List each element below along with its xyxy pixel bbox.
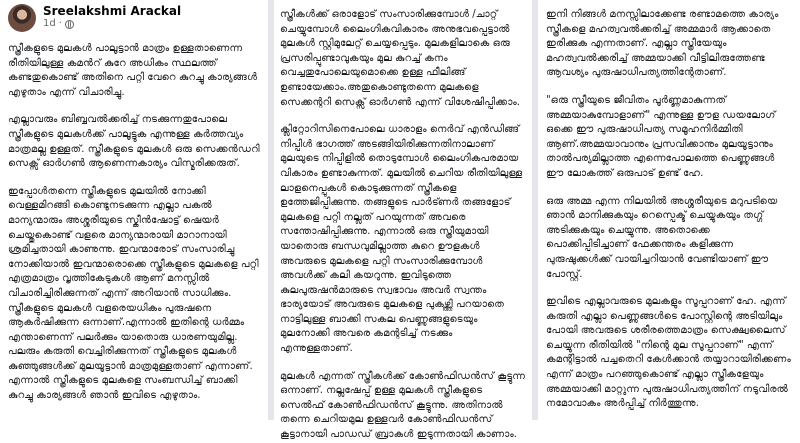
post-timestamp[interactable]: 1d (43, 18, 56, 29)
post-paragraph: ഇപ്പോൾതന്നെ സ്ത്രീകളുടെ മുലയിൽ നോക്കി വെള്ളമിറങ്ങി കൊണ്ടുനടക്കുന്ന എല്ലാ പകൽ മാന്യന്മാരും അശ്ശരീയുടെ സ്കീൻഷോട്ട് ഷെയർ ചെയ്തുകൊണ്ട് വളരെ മാന്യന്മാരായി മാറാനായി ശ്രമിച്ചതായി കാണുന്നു. ഇവന്മാരോട് സംസാരിച്ചു നോക്കിയാൽ ഇവന്മാരൊക്കെ സ്ത്രീകളുടെ മുലകളെ പറ്റി എത്രമാത്രം വൃത്തികേടുകൾ ആണ് മനസ്സിൽ വിചാരിച്ചിരിക്കുന്നത് എന്ന് അറിയാൻ സാധിക്കും. സ്ത്രീകളുടെ മുലകൾ വളരെയധികം പുരുഷനെ ആകർഷിക്കുന്ന ഒന്നാണ്.എന്നാൽ ഇതിന്റെ ധർമ്മം എന്താണെന്ന് പലർക്കും യാതൊരു ധാരണയുമില്ല. പലരും കരുതി വെച്ചിരിക്കുന്നത് സ്ത്രീകളുടെ മുലകൾ കുഞ്ഞുങ്ങൾക്ക് മുലയൂട്ടാൻ മാത്രമുള്ളതാണ് എന്നാണ്. എന്നാൽ സ്ത്രീകളുടെ മുലകളെ സംബന്ധിച്ച് ബാക്കി കുറച്ചു കാര്യങ്ങൾ ഞാൻ ഇവിടെ എഴുതാം. (8, 185, 259, 402)
post-paragraph: സ്ത്രീകളുടെ മുലകൾ പാലൂട്ടാൻ മാത്രം ഉള്ളതാണെന്ന രീതിയിലുള്ള കമൻറ് കുറേ അധികം സ്ഥലത്ത് കണ്ടതുകൊണ്ട് അതിനെ പറ്റി വേറെ കുറച്ചു കാര്യങ്ങൾ എഴുതാം എന്ന് വിചാരിച്ചു. (8, 43, 258, 98)
post-paragraph: ഇവിടെ എല്ലാവരുടെ മുലകളും സൂപ്പറാണ് ഹേ. എന്ന് കരുതി എല്ലാ പെണ്ണുങ്ങൾടെ പോസ്റ്റിന്റെ അടിയിലും പോയി അവരുടെ ശരീരത്തെമാത്രം സെക്ഷ്വലൈസ് ചെയ്യുന്ന രീതിയിൽ "നിന്റെ മുല സൂപ്പറാണ്" എന്ന് കമന്റിട്ടാൽ പച്ചതെറി കേൾക്കാൻ തയ്യാറായിരിക്കണം എന്ന് മാത്രം പറഞ്ഞുകൊണ്ട് എല്ലാ സ്ത്രീകളേയും അമ്മയാക്കി മാറ്റുന്ന പുരുഷാധിപത്യത്തിന് നടുവിരൽ നമോവാകം അർപ്പിച്ച് നിർത്തുന്നു. (546, 296, 791, 410)
globe-icon (65, 20, 74, 29)
author-block (43, 4, 181, 30)
post-meta (43, 18, 181, 30)
post-column-1 (0, 0, 268, 420)
post-paragraph: ഒരു അമ്മ എന്ന നിലയിൽ അശ്ശരീയുടെ മറുപടിയെ ഞാൻ മാനിക്കുകയും റെസ്പെക്ട് ചെയ്യുകയും തഗ്ഗ് അടിക്കുകയും ചെയ്യുന്നു. അതൊക്കെ പൊക്കിപ്പിടിച്ചാണ് ഫേക്കന്തരം കളിക്കുന്ന പുരുഷുക്കൾക്ക് വായിച്ചറിയാൻ വേണ്ടിയാണ് ഈ പോസ്റ്റ്. (546, 195, 778, 280)
author-avatar[interactable] (8, 4, 36, 32)
post-paragraph: സ്ത്രീകൾക്ക് ഒരാളോട് സംസാരിക്കുമ്പോൾ /ചാറ്റ് ചെയ്യുമ്പോൾ ലൈംഗികവികാരം അനുഭവപ്പെട്ടാൽ മുലകൾ സ്റ്റിമുലേറ്റ് ചെയ്യപ്പെടും. മുലകളിലാകെ ഒരു പ്രസരിപ്പുണ്ടാവുകയും മുല കുറച്ച് കനം വെച്ചതുപോലെയുമൊക്കെ ഉള്ള ഫീലിങ്ങ് ഉണ്ടായേക്കാം.അതുകൊണ്ടുതന്നെ മുലകളെ സെക്കന്ററി സെക്സ് ഓർഗൺ എന്ന് വിശേഷിപ്പിക്കാം. (280, 9, 520, 108)
post-column-3 (538, 0, 800, 420)
post-paragraph: ഇനി നിങ്ങൾ മനസ്സിലാക്കേണ്ട രണ്ടാമത്തെ കാര്യം സ്ത്രീകളെ മഹത്വവൽക്കരിച്ച് അമ്മമാർ ആക്കാതെ ഇരിക്കുക എന്നതാണ്. എല്ലാ സ്ത്രീയേയും മഹത്വവൽക്കരിച്ച് അമ്മയാക്കി വീട്ടിലിരുത്തേണ്ട ആവശ്യം പുരുഷാധിപത്യത്തിന്റേതാണ്. (546, 9, 779, 79)
post-column-2 (274, 0, 532, 441)
post-paragraph: മുലകൾ എന്നത് സ്ത്രീകൾക്ക് കോൺഫിഡൻസ് കൂട്ടുന്ന ഒന്നാണ്. നല്ലഷേപ്പ് ഉള്ള മുലകൾ സ്ത്രീകളുടെ സെൽഫ് കോൺഫിഡൻസ് കൂട്ടുന്നു. അതിനാൽ തന്നെ ചെറിയമുല ഉള്ളവർ കോൺഫിഡൻസ് കൂട്ടാനായി പാഡഡ് ബ്രാകൾ ഇടുന്നതായി കാണാം. (280, 370, 526, 441)
meta-separator: · (58, 18, 62, 29)
post-paragraph: എല്ലാവരും ബിബ്ബവൽക്കരിച്ച് നടക്കുന്നതുപോലെ സ്ത്രീകളുടെ മുലകൾക്ക് പാലൂട്ടുക എന്നുള്ള കർത്തവ്യം മാത്രമല്ല ഉള്ളത്. സ്ത്രീകളുടെ മുലകൾ ഒരു സെക്കൻഡറി സെക്സ് ഓർഗൺ ആണെന്നകാര്യം വിസ്മരിക്കരുത്. (8, 114, 260, 170)
post-paragraph: "ഒരു സ്ത്രീയുടെ ജീവിതം പൂർണ്ണമാകുന്നത് അമ്മയാകുമ്പോളാണ്" എന്നുള്ള ഊള ഡയലോഗ് ഒക്കെ ഈ പുരുഷാധിപത്യ സമൂഹനിർമ്മിതി ആണ്.അമ്മയാവാനും പ്രസവിക്കാനും മുലയൂട്ടാനും താൽപര്യമില്ലാത്ത എന്നെപോലത്തെ പെണ്ണുങ്ങൾ ഈ ലോകത്ത് ഒരുപാട് ഉണ്ട് ഹേ. (546, 94, 776, 179)
post-paragraph: ക്ലിറ്റോറിസിനെപോലെ ധാരാളം നെർവ് എൻഡിങ്ങ് നിപ്പിൾ ഭാഗത്ത് അടങ്ങിയിരിക്കുന്നതിനാലാണ് മുലയുടെ നിപ്പിളിൽ തൊടുമ്പോൾ ലൈംഗികപരമായ വികാരം ഉണ്ടാകുന്നത്. മുലയിൽ ചെറിയ രീതിയിലുള്ള ലാളനെപ്പുകൾ കൊടുക്കുന്നത് സ്ത്രീകളെ ഉത്തേജിപ്പിക്കുന്നു. തങ്ങളുടെ പാർട്ണർ തങ്ങളോട് മുലകളെ പറ്റി നല്ലത് പറയുന്നത് അവരെ സന്തോഷിപ്പിക്കുന്നു. എന്നാൽ ഒരു സ്ത്രീയുമായി യാതൊരു ബന്ധവുമില്ലാത്ത കുറെ ഊളകൾ അവരുടെ മുലകളെ പറ്റി സംസാരിക്കുമ്പോൾ അവൾക്ക് കലി കയറുന്നു. ഇവിടുത്തെ കുലപുരുഷൻമാരുടെ സ്വഭാവം അവർ സ്വന്തം ഭാര്യയോട് അവരുടെ മുലകളെ പുകഴ്ത്തി പറയാതെ നാട്ടിലുള്ള ബാക്കി സകല പെണ്ണുങ്ങളുടെയും മുലനോക്കി അവരെ കമന്റടിച്ച് നടക്കും എന്നുള്ളതാണ്. (280, 124, 523, 355)
author-name[interactable]: Sreelakshmi Arackal (43, 4, 182, 18)
post-header (8, 0, 262, 42)
